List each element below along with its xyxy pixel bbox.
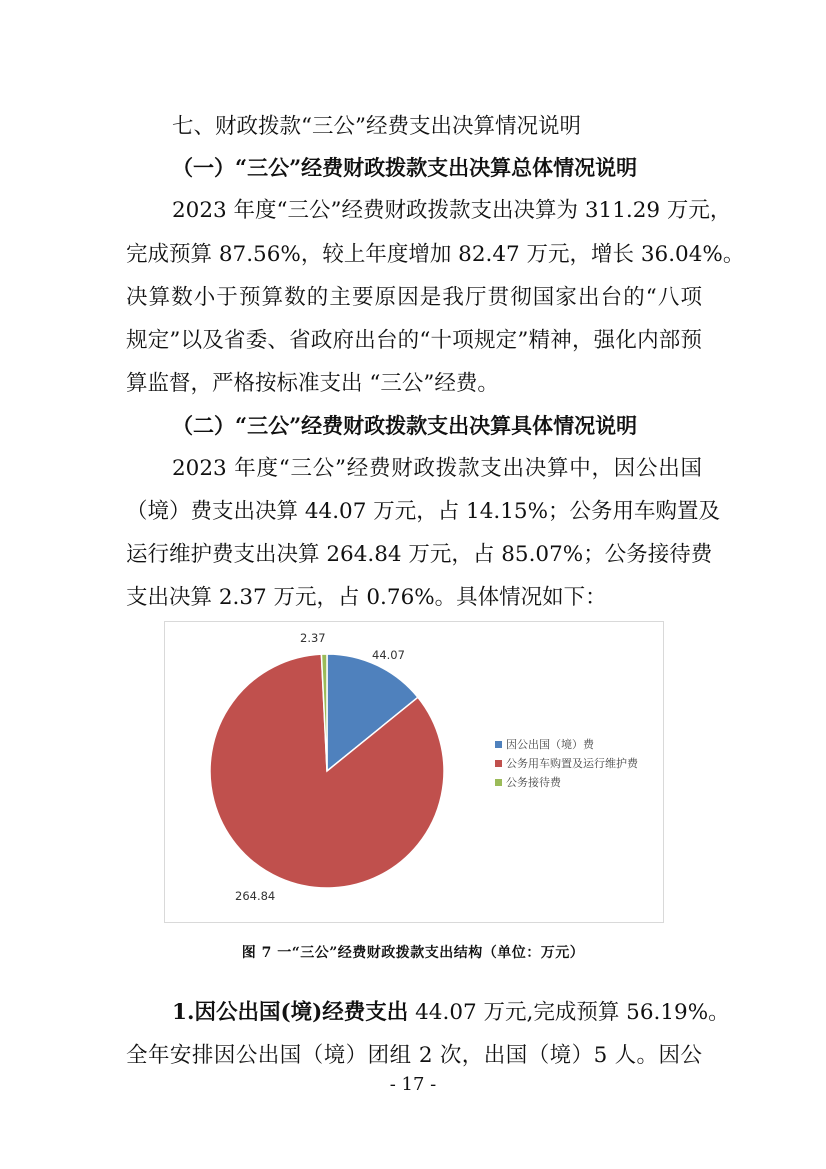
legend-swatch-3 bbox=[495, 779, 502, 786]
pie-data-label-2: 264.84 bbox=[235, 889, 276, 903]
figure-caption: 图 7 一“三公”经费财政拨款支出结构（单位：万元） bbox=[241, 945, 585, 961]
legend-label-3: 公务接待费 bbox=[506, 776, 561, 789]
subsection-title-2: （二）“三公”经费财政拨款支出决算具体情况说明 bbox=[172, 413, 638, 438]
item-1-text: 44.07 万元,完成预算 56.19%。 bbox=[408, 1000, 730, 1025]
pie-chart-svg bbox=[165, 622, 663, 922]
legend-label-1: 因公出国（境）费 bbox=[506, 738, 594, 751]
paragraph-1-line-4: 规定”以及省委、省政府出台的“十项规定”精神，强化内部预 bbox=[126, 328, 702, 353]
legend-label-2: 公务用车购置及运行维护费 bbox=[506, 757, 638, 770]
pie-data-label-3: 2.37 bbox=[300, 631, 326, 645]
paragraph-1-line-5: 算监督，严格按标准支出 “三公”经费。 bbox=[126, 371, 499, 396]
paragraph-2-line-4: 支出决算 2.37 万元，占 0.76%。具体情况如下： bbox=[126, 585, 607, 610]
paragraph-1-line-2: 完成预算 87.56%，较上年度增加 82.47 万元，增长 36.04%。 bbox=[126, 242, 745, 267]
item-1-heading: 1.因公出国(境)经费支出 bbox=[172, 1000, 409, 1025]
paragraph-1-line-3: 决算数小于预算数的主要原因是我厅贯彻国家出台的“八项 bbox=[126, 285, 702, 310]
paragraph-1-line-1: 2023 年度“三公”经费财政拨款支出决算为 311.29 万元， bbox=[172, 198, 732, 223]
paragraph-2-line-2: （境）费支出决算 44.07 万元，占 14.15%；公务用车购置及 bbox=[126, 499, 721, 524]
paragraph-3-line-1: 全年安排因公出国（境）团组 2 次，出国（境）5 人。因公 bbox=[126, 1043, 702, 1068]
section-title: 七、财政拨款“三公”经费支出决算情况说明 bbox=[172, 114, 581, 139]
item-1-line bbox=[172, 998, 730, 1028]
paragraph-2-line-1: 2023 年度“三公”经费财政拨款支出决算中，因公出国 bbox=[172, 456, 702, 481]
pie-chart bbox=[164, 621, 664, 923]
legend-swatch-2 bbox=[495, 760, 502, 767]
subsection-title-1: （一）“三公”经费财政拨款支出决算总体情况说明 bbox=[172, 155, 638, 180]
paragraph-2-line-3: 运行维护费支出决算 264.84 万元，占 85.07%；公务接待费 bbox=[126, 542, 713, 567]
legend-swatch-1 bbox=[495, 741, 502, 748]
page-number: - 17 - bbox=[389, 1074, 437, 1095]
pie-data-label-1: 44.07 bbox=[372, 648, 405, 662]
